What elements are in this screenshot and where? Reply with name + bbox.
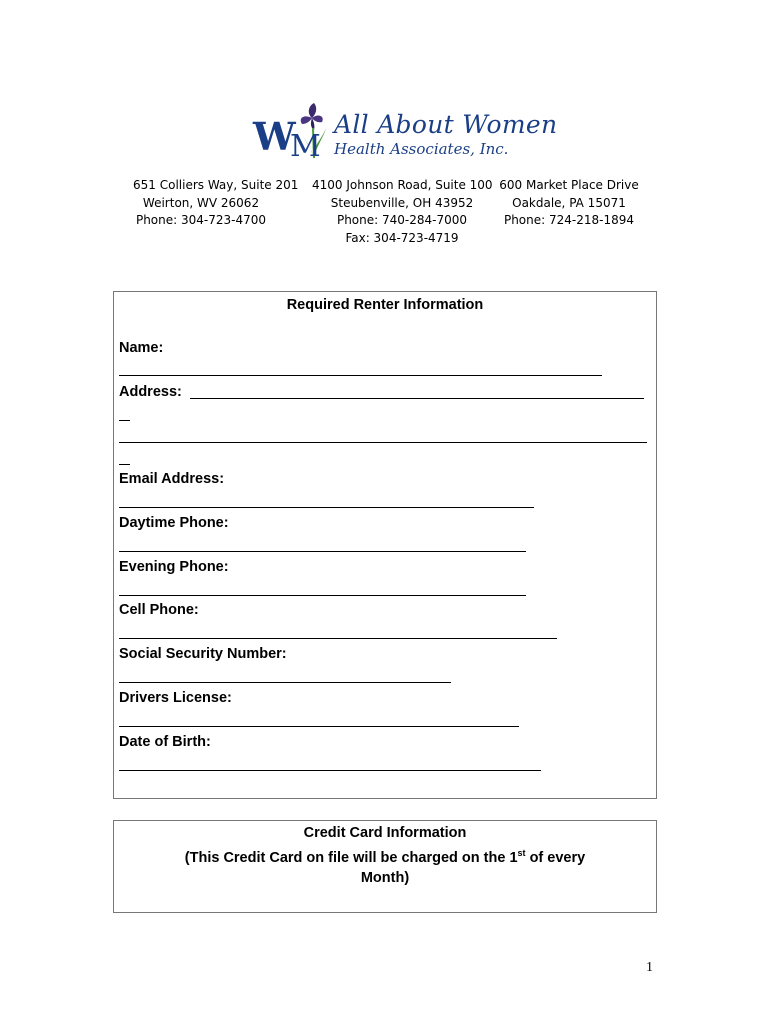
svg-text:M: M xyxy=(290,129,321,164)
renter-info-section xyxy=(113,291,657,799)
office-street: 4100 Johnson Road, Suite 100 xyxy=(312,178,493,192)
date-of-birth-label: Date of Birth: xyxy=(119,734,211,750)
ssn-field[interactable] xyxy=(119,682,451,683)
drivers-license-label: Drivers License: xyxy=(119,690,232,706)
office-oakdale xyxy=(498,177,640,230)
credit-card-note-prefix: (This Credit Card on file will be charged on the 1 xyxy=(184,850,518,866)
office-phone: Phone: 740-284-7000 xyxy=(336,213,468,227)
name-label: Name: xyxy=(119,340,164,356)
evening-phone-label: Evening Phone: xyxy=(119,559,229,575)
renter-info-title: Required Renter Information xyxy=(286,297,484,313)
address-field-line1-wrap xyxy=(119,420,130,421)
daytime-phone-field[interactable] xyxy=(119,551,526,552)
drivers-license-field[interactable] xyxy=(119,726,519,727)
cell-phone-field[interactable] xyxy=(119,638,557,639)
office-street: 651 Colliers Way, Suite 201 xyxy=(133,178,299,192)
office-city: Oakdale, PA 15071 xyxy=(512,195,626,210)
logo-subtitle: Health Associates, Inc. xyxy=(334,140,509,158)
page-number: 1 xyxy=(646,960,653,975)
credit-card-note-ordinal: st xyxy=(517,848,526,858)
address-field-line2[interactable] xyxy=(119,442,647,443)
office-phone: Phone: 304-723-4700 xyxy=(135,213,267,227)
office-phone: Phone: 724-218-1894 xyxy=(503,213,635,227)
office-city: Weirton, WV 26062 xyxy=(142,195,260,210)
office-fax: Fax: 304-723-4719 xyxy=(345,230,459,245)
office-street: 600 Market Place Drive xyxy=(499,178,639,192)
name-field[interactable] xyxy=(119,375,602,376)
credit-card-note-suffix: of every xyxy=(525,850,586,866)
credit-card-note-line2: Month) xyxy=(360,870,410,886)
date-of-birth-field[interactable] xyxy=(119,770,541,771)
address-field-line1[interactable] xyxy=(190,398,644,399)
logo-title: All About Women xyxy=(334,110,558,139)
address-field-line2-wrap xyxy=(119,464,130,465)
svg-text:W: W xyxy=(253,114,296,159)
company-logo xyxy=(252,100,558,164)
email-label: Email Address: xyxy=(119,471,225,487)
ssn-label: Social Security Number: xyxy=(119,646,287,662)
office-steubenville xyxy=(312,177,492,247)
credit-card-note xyxy=(113,848,657,866)
iris-wm-monogram-icon xyxy=(252,100,332,164)
evening-phone-field[interactable] xyxy=(119,595,526,596)
daytime-phone-label: Daytime Phone: xyxy=(119,515,229,531)
office-weirton xyxy=(133,177,299,230)
email-field[interactable] xyxy=(119,507,534,508)
office-city: Steubenville, OH 43952 xyxy=(330,195,474,210)
cell-phone-label: Cell Phone: xyxy=(119,602,199,618)
credit-card-title: Credit Card Information xyxy=(303,825,467,841)
address-label: Address: xyxy=(119,384,182,400)
